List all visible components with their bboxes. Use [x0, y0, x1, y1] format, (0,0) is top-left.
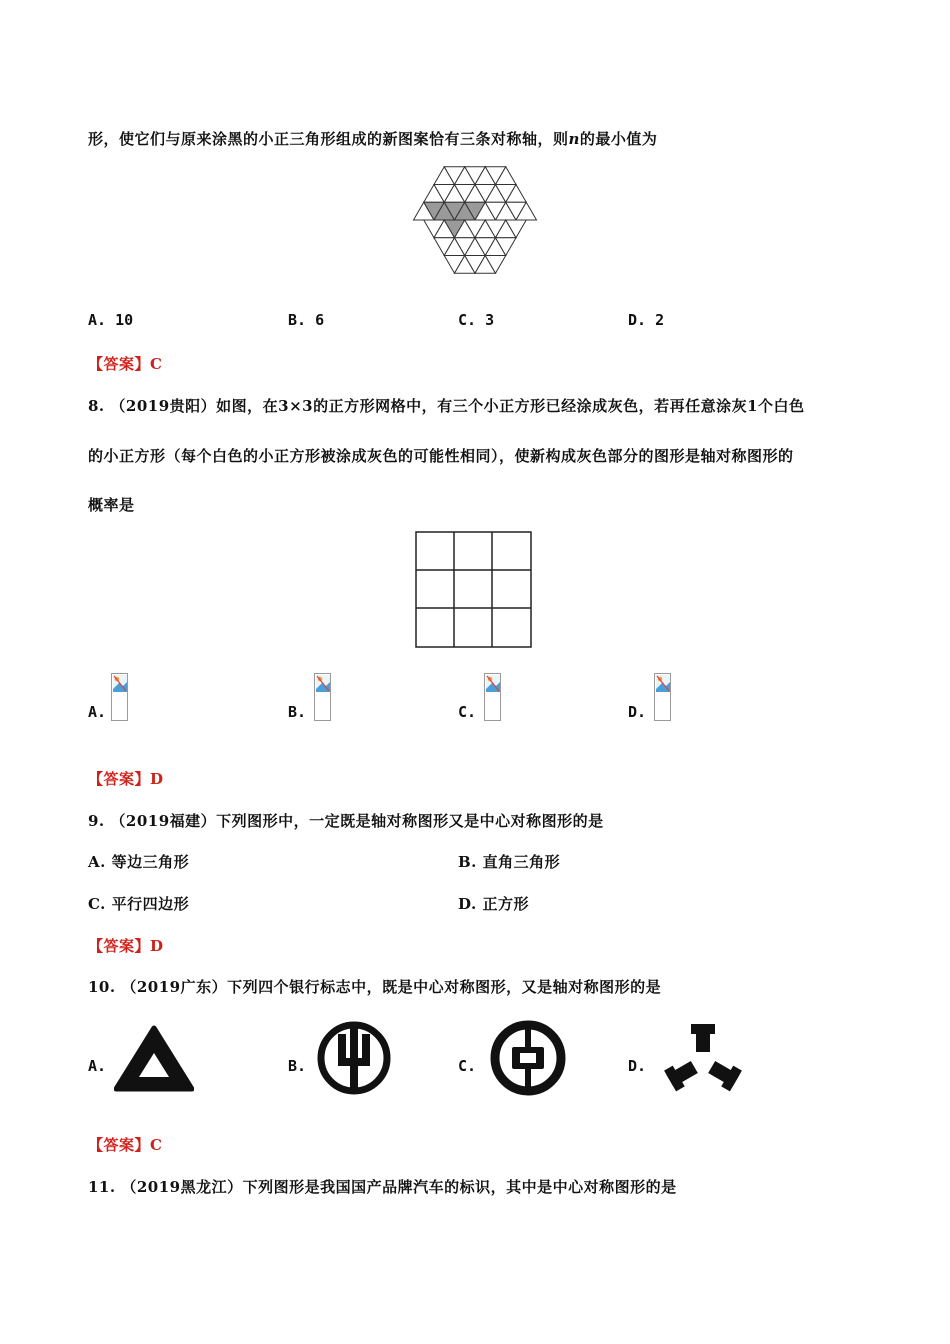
q8-stem-line-1: 8. （2019贵阳）如图，在3×3的正方形网格中，有三个小正方形已经涂成灰色，若再任意涂灰1个白色: [88, 397, 805, 415]
answer-label: 【答案】: [88, 355, 151, 373]
answer-label: 【答案】: [88, 937, 151, 955]
option-letter: D.: [458, 895, 477, 913]
q10-stem: 10. （2019广东）下列四个银行标志中，既是中心对称图形，又是轴对称图形的是: [88, 978, 662, 996]
q7-stem-text-2: 的最小值为: [579, 130, 658, 148]
q9-answer: [88, 935, 164, 956]
q8-option-c-label: C.: [458, 703, 477, 721]
q8-option-b-image: [314, 673, 331, 721]
q10-option-c-label: C.: [458, 1057, 477, 1075]
q7-option-d: [628, 311, 664, 329]
option-letter: C.: [88, 895, 106, 913]
q10-option-a-label: A.: [88, 1057, 107, 1075]
option-letter: D.: [628, 311, 647, 329]
q8-stem-line-2: 的小正方形（每个白色的小正方形被涂成灰色的可能性相同），使新构成灰色部分的图形是轴对称图形的: [88, 447, 794, 465]
answer-value: C: [150, 1136, 163, 1154]
broken-image-icon: [486, 675, 500, 692]
q8-stem-line-3: 概率是: [88, 496, 135, 514]
q10-answer: [88, 1134, 162, 1155]
option-text: 2: [655, 311, 665, 329]
q9-option-c: [88, 893, 189, 914]
option-letter: A.: [88, 853, 106, 871]
answer-label: 【答案】: [88, 770, 151, 788]
option-letter: A.: [88, 311, 107, 329]
q7-option-c: [458, 311, 494, 329]
q10-option-b-label: B.: [288, 1057, 307, 1075]
option-letter: B.: [458, 853, 477, 871]
option-text: 正方形: [482, 895, 529, 913]
q8-answer: [88, 768, 164, 789]
q10-option-d-tri-arm-logo: [660, 1020, 746, 1096]
option-text: 10: [115, 311, 134, 329]
q8-option-c-image: [484, 673, 501, 721]
q9-option-d: [458, 893, 529, 914]
answer-value: C: [150, 355, 163, 373]
q9-stem: 9. （2019福建）下列图形中，一定既是轴对称图形又是中心对称图形的是: [88, 812, 604, 830]
option-text: 等边三角形: [111, 853, 190, 871]
answer-value: D: [150, 770, 164, 788]
q7-hexagon-triangle-grid: [410, 162, 540, 278]
option-text: 平行四边形: [111, 895, 190, 913]
q7-option-a: [88, 311, 133, 329]
q8-3x3-grid: [415, 531, 532, 648]
q7-stem: [88, 128, 657, 149]
q7-answer: [88, 353, 162, 374]
q9-option-a: [88, 851, 189, 872]
q7-stem-text: 形，使它们与原来涂黑的小正三角形组成的新图案恰有三条对称轴，则: [88, 130, 569, 148]
option-text: 3: [485, 311, 495, 329]
q7-variable: n: [568, 130, 580, 148]
q10-option-d-label: D.: [628, 1057, 647, 1075]
q11-stem: 11. （2019黑龙江）下列图形是我国国产品牌汽车的标识，其中是中心对称图形的是: [88, 1178, 677, 1196]
q10-option-c-coin-logo: [490, 1020, 566, 1096]
option-letter: C.: [458, 311, 477, 329]
broken-image-icon: [113, 675, 127, 692]
q7-option-b: [288, 311, 324, 329]
broken-image-icon: [656, 675, 670, 692]
q10-option-a-triangle-logo: [114, 1025, 194, 1095]
q9-option-b: [458, 851, 560, 872]
option-text: 直角三角形: [482, 853, 561, 871]
answer-value: D: [150, 937, 164, 955]
q8-option-d-image: [654, 673, 671, 721]
option-text: 6: [315, 311, 325, 329]
q10-option-b-bank-logo: [316, 1020, 392, 1096]
answer-label: 【答案】: [88, 1136, 151, 1154]
q8-option-a-image: [111, 673, 128, 721]
q8-option-a-label: A.: [88, 703, 107, 721]
option-letter: B.: [288, 311, 307, 329]
broken-image-icon: [316, 675, 330, 692]
q8-option-b-label: B.: [288, 703, 307, 721]
q8-option-d-label: D.: [628, 703, 647, 721]
